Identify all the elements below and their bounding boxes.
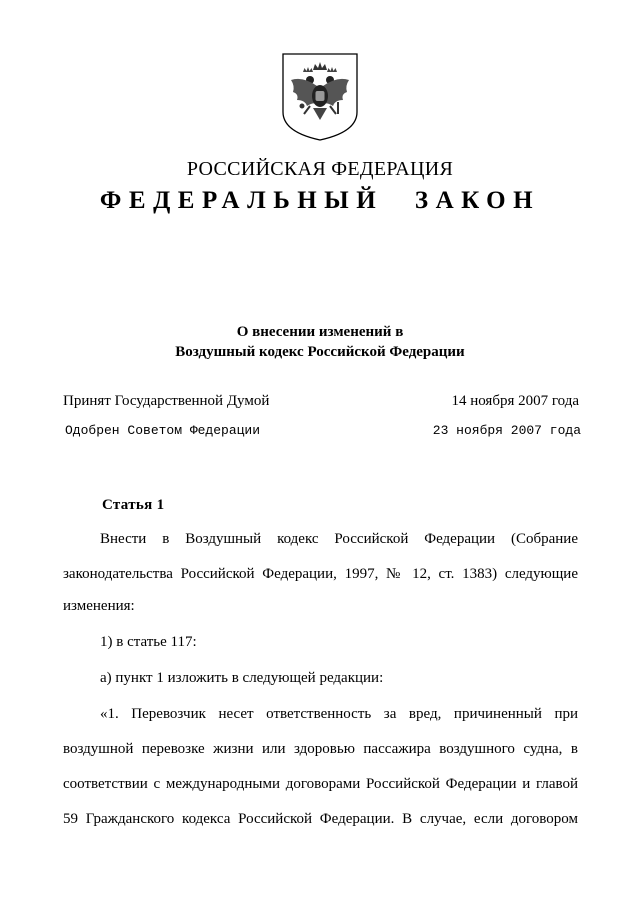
document-type: ФЕДЕРАЛЬНЫЙ ЗАКОН [99,187,541,214]
article-heading: Статья 1 [102,497,165,513]
coat-of-arms-icon [277,50,363,142]
council-date: 23 ноября 2007 года [432,423,581,438]
body-line: 59 Гражданского кодекса Российской Федерации. В случае, если договором [63,811,578,827]
council-label: Одобрен Советом Федерации [65,423,261,438]
duma-label: Принят Государственной Думой [63,393,270,409]
body-line: законодательства Российской Федерации, 1997, № 12, ст. 1383) следующие [63,566,578,582]
body-line: воздушной перевозке жизни или здоровью пассажира воздушного судна, в [63,741,578,757]
body-line: изменения: [63,598,135,614]
country-name: РОССИЙСКАЯ ФЕДЕРАЦИЯ [186,158,454,180]
body-line: соответствии с международными договорами Российской Федерации и главой [63,776,578,792]
duma-date: 14 ноября 2007 года [451,393,579,409]
body-line: Внести в Воздушный кодекс Российской Федерации (Собрание [100,531,578,547]
law-title-line-2: Воздушный кодекс Российской Федерации [175,344,465,360]
law-title [0,322,640,362]
body-line: 1) в статье 117: [100,634,197,650]
body-line: а) пункт 1 изложить в следующей редакции: [100,670,384,686]
law-title-line-1: О внесении изменений в [236,324,404,340]
body-line: «1. Перевозчик несет ответственность за вред, причиненный при [100,706,578,722]
